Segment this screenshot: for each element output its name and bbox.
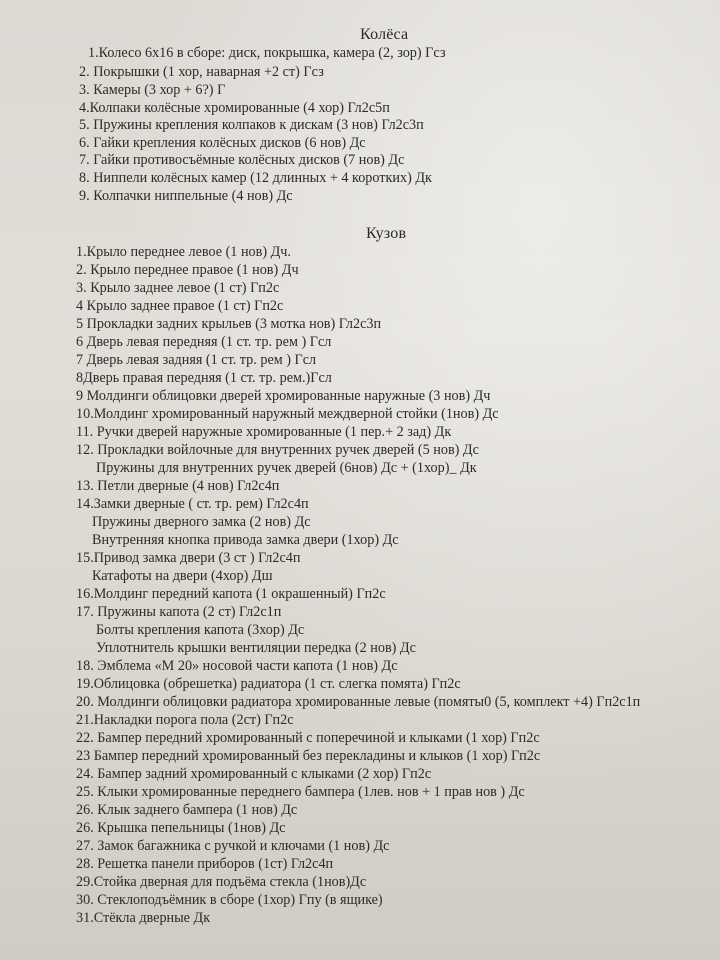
list-item: Пружины дверного замка (2 нов) Дс bbox=[92, 514, 311, 530]
list-item: 11. Ручки дверей наружные хромированные (1 пер.+ 2 зад) Дк bbox=[76, 424, 452, 440]
list-item: Внутренняя кнопка привода замка двери (1хор) Дс bbox=[92, 532, 399, 548]
list-item: 30. Стеклоподъёмник в сборе (1хор) Гпу (в ящике) bbox=[76, 892, 383, 908]
list-item: 15.Привод замка двери (3 ст ) Гл2с4п bbox=[76, 550, 301, 566]
list-item: 2. Покрышки (1 хор, наварная +2 ст) Гсз bbox=[79, 64, 324, 80]
list-item: 26. Крышка пепельницы (1нов) Дс bbox=[76, 820, 286, 836]
list-item: 9 Молдинги облицовки дверей хромированные наружные (3 нов) Дч bbox=[76, 388, 491, 404]
list-item: Катафоты на двери (4хор) Дш bbox=[92, 568, 273, 584]
list-item: 29.Стойка дверная для подъёма стекла (1нов)Дс bbox=[76, 874, 367, 890]
list-item: 31.Стёкла дверные Дк bbox=[76, 910, 211, 926]
list-item: 4.Колпаки колёсные хромированные (4 хор) Гл2с5п bbox=[79, 100, 390, 116]
list-item: 16.Молдинг передний капота (1 окрашенный) Гп2с bbox=[76, 586, 386, 602]
list-item: 25. Клыки хромированные переднего бампера (1лев. нов + 1 прав нов ) Дс bbox=[76, 784, 525, 800]
list-item: 24. Бампер задний хромированный с клыками (2 хор) Гп2с bbox=[76, 766, 432, 782]
list-item: 9. Колпачки ниппельные (4 нов) Дс bbox=[79, 188, 293, 204]
list-item: Пружины для внутренних ручек дверей (6нов) Дс + (1хор)_ Дк bbox=[96, 460, 477, 476]
list-item: 5 Прокладки задних крыльев (3 мотка нов) Гл2с3п bbox=[76, 316, 382, 332]
list-item: 1.Колесо 6х16 в сборе: диск, покрышка, камера (2, зор) Гсз bbox=[88, 45, 446, 61]
list-item: 4 Крыло заднее правое (1 ст) Гп2с bbox=[76, 298, 284, 314]
list-item: 14.Замки дверные ( ст. тр. рем) Гл2с4п bbox=[76, 496, 309, 512]
list-item: 8. Ниппели колёсных камер (12 длинных + 4 коротких) Дк bbox=[79, 170, 432, 186]
list-item: 18. Эмблема «М 20» носовой части капота (1 нов) Дс bbox=[76, 658, 398, 674]
list-item: 5. Пружины крепления колпаков к дискам (3 нов) Гл2с3п bbox=[79, 117, 424, 133]
list-item: 27. Замок багажника с ручкой и ключами (1 нов) Дс bbox=[76, 838, 390, 854]
list-item: Уплотнитель крышки вентиляции передка (2 нов) Дс bbox=[96, 640, 416, 656]
list-item: 7 Дверь левая задняя (1 ст. тр. рем ) Гсл bbox=[76, 352, 317, 368]
list-item: 1.Крыло переднее левое (1 нов) Дч. bbox=[76, 244, 291, 260]
list-item: 10.Молдинг хромированный наружный междверной стойки (1нов) Дс bbox=[76, 406, 499, 422]
list-item: 21.Накладки порога пола (2ст) Гп2с bbox=[76, 712, 294, 728]
list-item: 12. Прокладки войлочные для внутренних ручек дверей (5 нов) Дс bbox=[76, 442, 479, 458]
list-item: Болты крепления капота (3хор) Дс bbox=[96, 622, 305, 638]
list-item: 17. Пружины капота (2 ст) Гл2с1п bbox=[76, 604, 282, 620]
list-item: 13. Петли дверные (4 нов) Гл2с4п bbox=[76, 478, 280, 494]
list-item: 23 Бампер передний хромированный без перекладины и клыков (1 хор) Гп2с bbox=[76, 748, 541, 764]
list-item: 6 Дверь левая передняя (1 ст. тр. рем ) Гсл bbox=[76, 334, 332, 350]
section-title-body: Кузов bbox=[366, 225, 407, 242]
section-title-wheels: Колёса bbox=[360, 26, 409, 43]
list-item: 3. Камеры (3 хор + 6?) Г bbox=[79, 82, 226, 98]
list-item: 20. Молдинги облицовки радиатора хромированные левые (помяты0 (5, комплект +4) Гп2с1п bbox=[76, 694, 641, 710]
list-item: 19.Облицовка (обрешетка) радиатора (1 ст. слегка помята) Гп2с bbox=[76, 676, 461, 692]
list-item: 26. Клык заднего бампера (1 нов) Дс bbox=[76, 802, 298, 818]
list-item: 2. Крыло переднее правое (1 нов) Дч bbox=[76, 262, 299, 278]
list-item: 22. Бампер передний хромированный с поперечиной и клыками (1 хор) Гп2с bbox=[76, 730, 540, 746]
list-item: 28. Решетка панели приборов (1ст) Гл2с4п bbox=[76, 856, 334, 872]
list-item: 6. Гайки крепления колёсных дисков (6 нов) Дс bbox=[79, 135, 366, 151]
list-item: 8Дверь правая передняя (1 ст. тр. рем.)Гсл bbox=[76, 370, 332, 386]
list-item: 3. Крыло заднее левое (1 ст) Гп2с bbox=[76, 280, 280, 296]
list-item: 7. Гайки противосъёмные колёсных дисков (7 нов) Дс bbox=[79, 152, 405, 168]
